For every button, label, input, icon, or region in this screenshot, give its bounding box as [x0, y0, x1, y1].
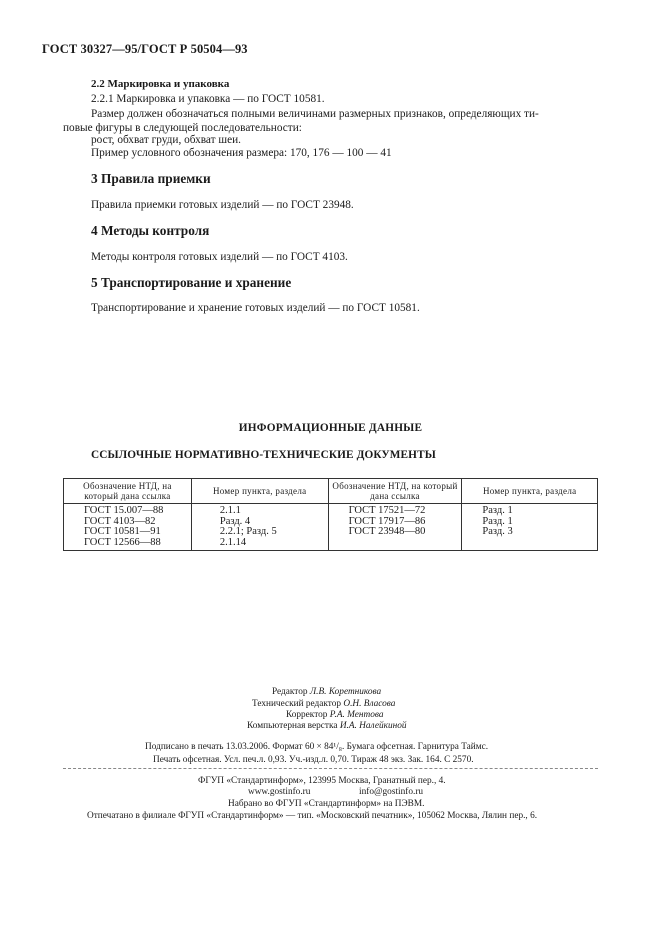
- table-cell: 2.1.1: [219, 505, 241, 516]
- table-cell: ГОСТ 12566—88: [84, 536, 161, 548]
- table-row: [64, 504, 598, 551]
- size-paragraph-line2: повые фигуры в следующей последовательности:: [63, 122, 302, 134]
- printed-at-info: Отпечатано в филиале ФГУП «Стандартинформ» — тип. «Московский печатник», 105062 Москва, Лялин пер., 6.: [87, 811, 538, 821]
- credit-layout-name: И.А. Налейкиной: [339, 721, 407, 731]
- section-3-title: 3 Правила приемки: [91, 171, 211, 186]
- publisher-site-link[interactable]: www.gostinfo.ru: [248, 787, 311, 797]
- credit-editor: [272, 687, 381, 699]
- table-cell: ГОСТ 17521—72: [348, 505, 426, 516]
- print-info-line1: Подписано в печать 13.03.2006. Формат 60 × 84¹/₈. Бумага офсетная. Гарнитура Таймс.: [145, 742, 489, 752]
- credit-tech-editor-name: О.Н. Власова: [343, 699, 396, 709]
- publisher-address: ФГУП «Стандартинформ», 123995 Москва, Гранатный пер., 4.: [198, 776, 446, 786]
- section-5-title: 5 Транспортирование и хранение: [91, 275, 292, 290]
- table-cell: 2.2.1; Разд. 5: [219, 526, 277, 537]
- info-data-title: ИНФОРМАЦИОННЫЕ ДАННЫЕ: [238, 422, 423, 434]
- credit-tech-editor: [252, 699, 395, 711]
- section-4-title: 4 Методы контроля: [91, 223, 210, 238]
- table-cell: ГОСТ 17917—86: [348, 515, 426, 527]
- credit-corrector: [286, 710, 384, 722]
- left-items-cell: [191, 504, 328, 551]
- document-header: ГОСТ 30327—95/ГОСТ Р 50504—93: [42, 42, 248, 56]
- table-header-item-left: Номер пункта, раздела: [191, 479, 328, 504]
- table-cell: Разд. 1: [482, 505, 513, 516]
- size-example-text: Пример условного обозначения размера: 170, 176 — 100 — 41: [91, 147, 392, 159]
- size-paragraph-line1: Размер должен обозначаться полными величинами размерных признаков, определяющих ти-: [91, 108, 539, 120]
- typeset-info: Набрано во ФГУП «Стандартинформ» на ПЭВМ.: [228, 799, 425, 809]
- table-header-doc-left: Обозначение НТД, на который дана ссылка: [64, 479, 192, 504]
- section-5-text: Транспортирование и хранение готовых изделий — по ГОСТ 10581.: [91, 302, 420, 314]
- credit-layout: [247, 721, 407, 733]
- size-order-text: рост, обхват груди, обхват шеи.: [91, 134, 241, 146]
- right-items-cell: [462, 504, 598, 551]
- table-cell: Разд. 4: [219, 515, 251, 527]
- table-cell: Разд. 1: [482, 515, 513, 527]
- table-cell: ГОСТ 23948—80: [348, 526, 426, 537]
- refs-title: ССЫЛОЧНЫЕ НОРМАТИВНО-ТЕХНИЧЕСКИЕ ДОКУМЕНТЫ: [91, 449, 436, 461]
- credit-corrector-label: Корректор: [286, 710, 328, 720]
- table-header-doc-right: Обозначение НТД, на который дана ссылка: [328, 479, 462, 504]
- section-2-2-title: 2.2 Маркировка и упаковка: [91, 78, 230, 90]
- credit-layout-label: Компьютерная верстка: [247, 721, 338, 731]
- credit-tech-editor-label: Технический редактор: [252, 699, 342, 709]
- table-cell: 2.1.14: [219, 536, 247, 548]
- credit-editor-label: Редактор: [272, 687, 308, 697]
- section-4-text: Методы контроля готовых изделий — по ГОСТ 4103.: [91, 251, 348, 263]
- print-info-line2: Печать офсетная. Усл. печ.л. 0,93. Уч.-изд.л. 0,70. Тираж 48 экз. Зак. 164. С 2570.: [153, 755, 474, 765]
- right-docs-cell: [328, 504, 462, 551]
- section-2-2-1-text: 2.2.1 Маркировка и упаковка — по ГОСТ 10581.: [91, 93, 325, 105]
- footer-divider: [63, 768, 598, 769]
- left-docs-cell: [64, 504, 192, 551]
- credit-editor-name: Л.В. Коретникова: [309, 687, 382, 697]
- publisher-email-link[interactable]: info@gostinfo.ru: [359, 787, 424, 797]
- table-cell: Разд. 3: [482, 526, 513, 537]
- table-header-item-right: Номер пункта, раздела: [462, 479, 598, 504]
- table-cell: ГОСТ 4103—82: [84, 515, 156, 527]
- table-cell: ГОСТ 15.007—88: [84, 505, 164, 516]
- section-3-text: Правила приемки готовых изделий — по ГОСТ 23948.: [91, 199, 354, 211]
- credit-corrector-name: Р.А. Ментова: [329, 710, 384, 720]
- references-table: [63, 478, 598, 551]
- table-cell: ГОСТ 10581—91: [84, 526, 161, 537]
